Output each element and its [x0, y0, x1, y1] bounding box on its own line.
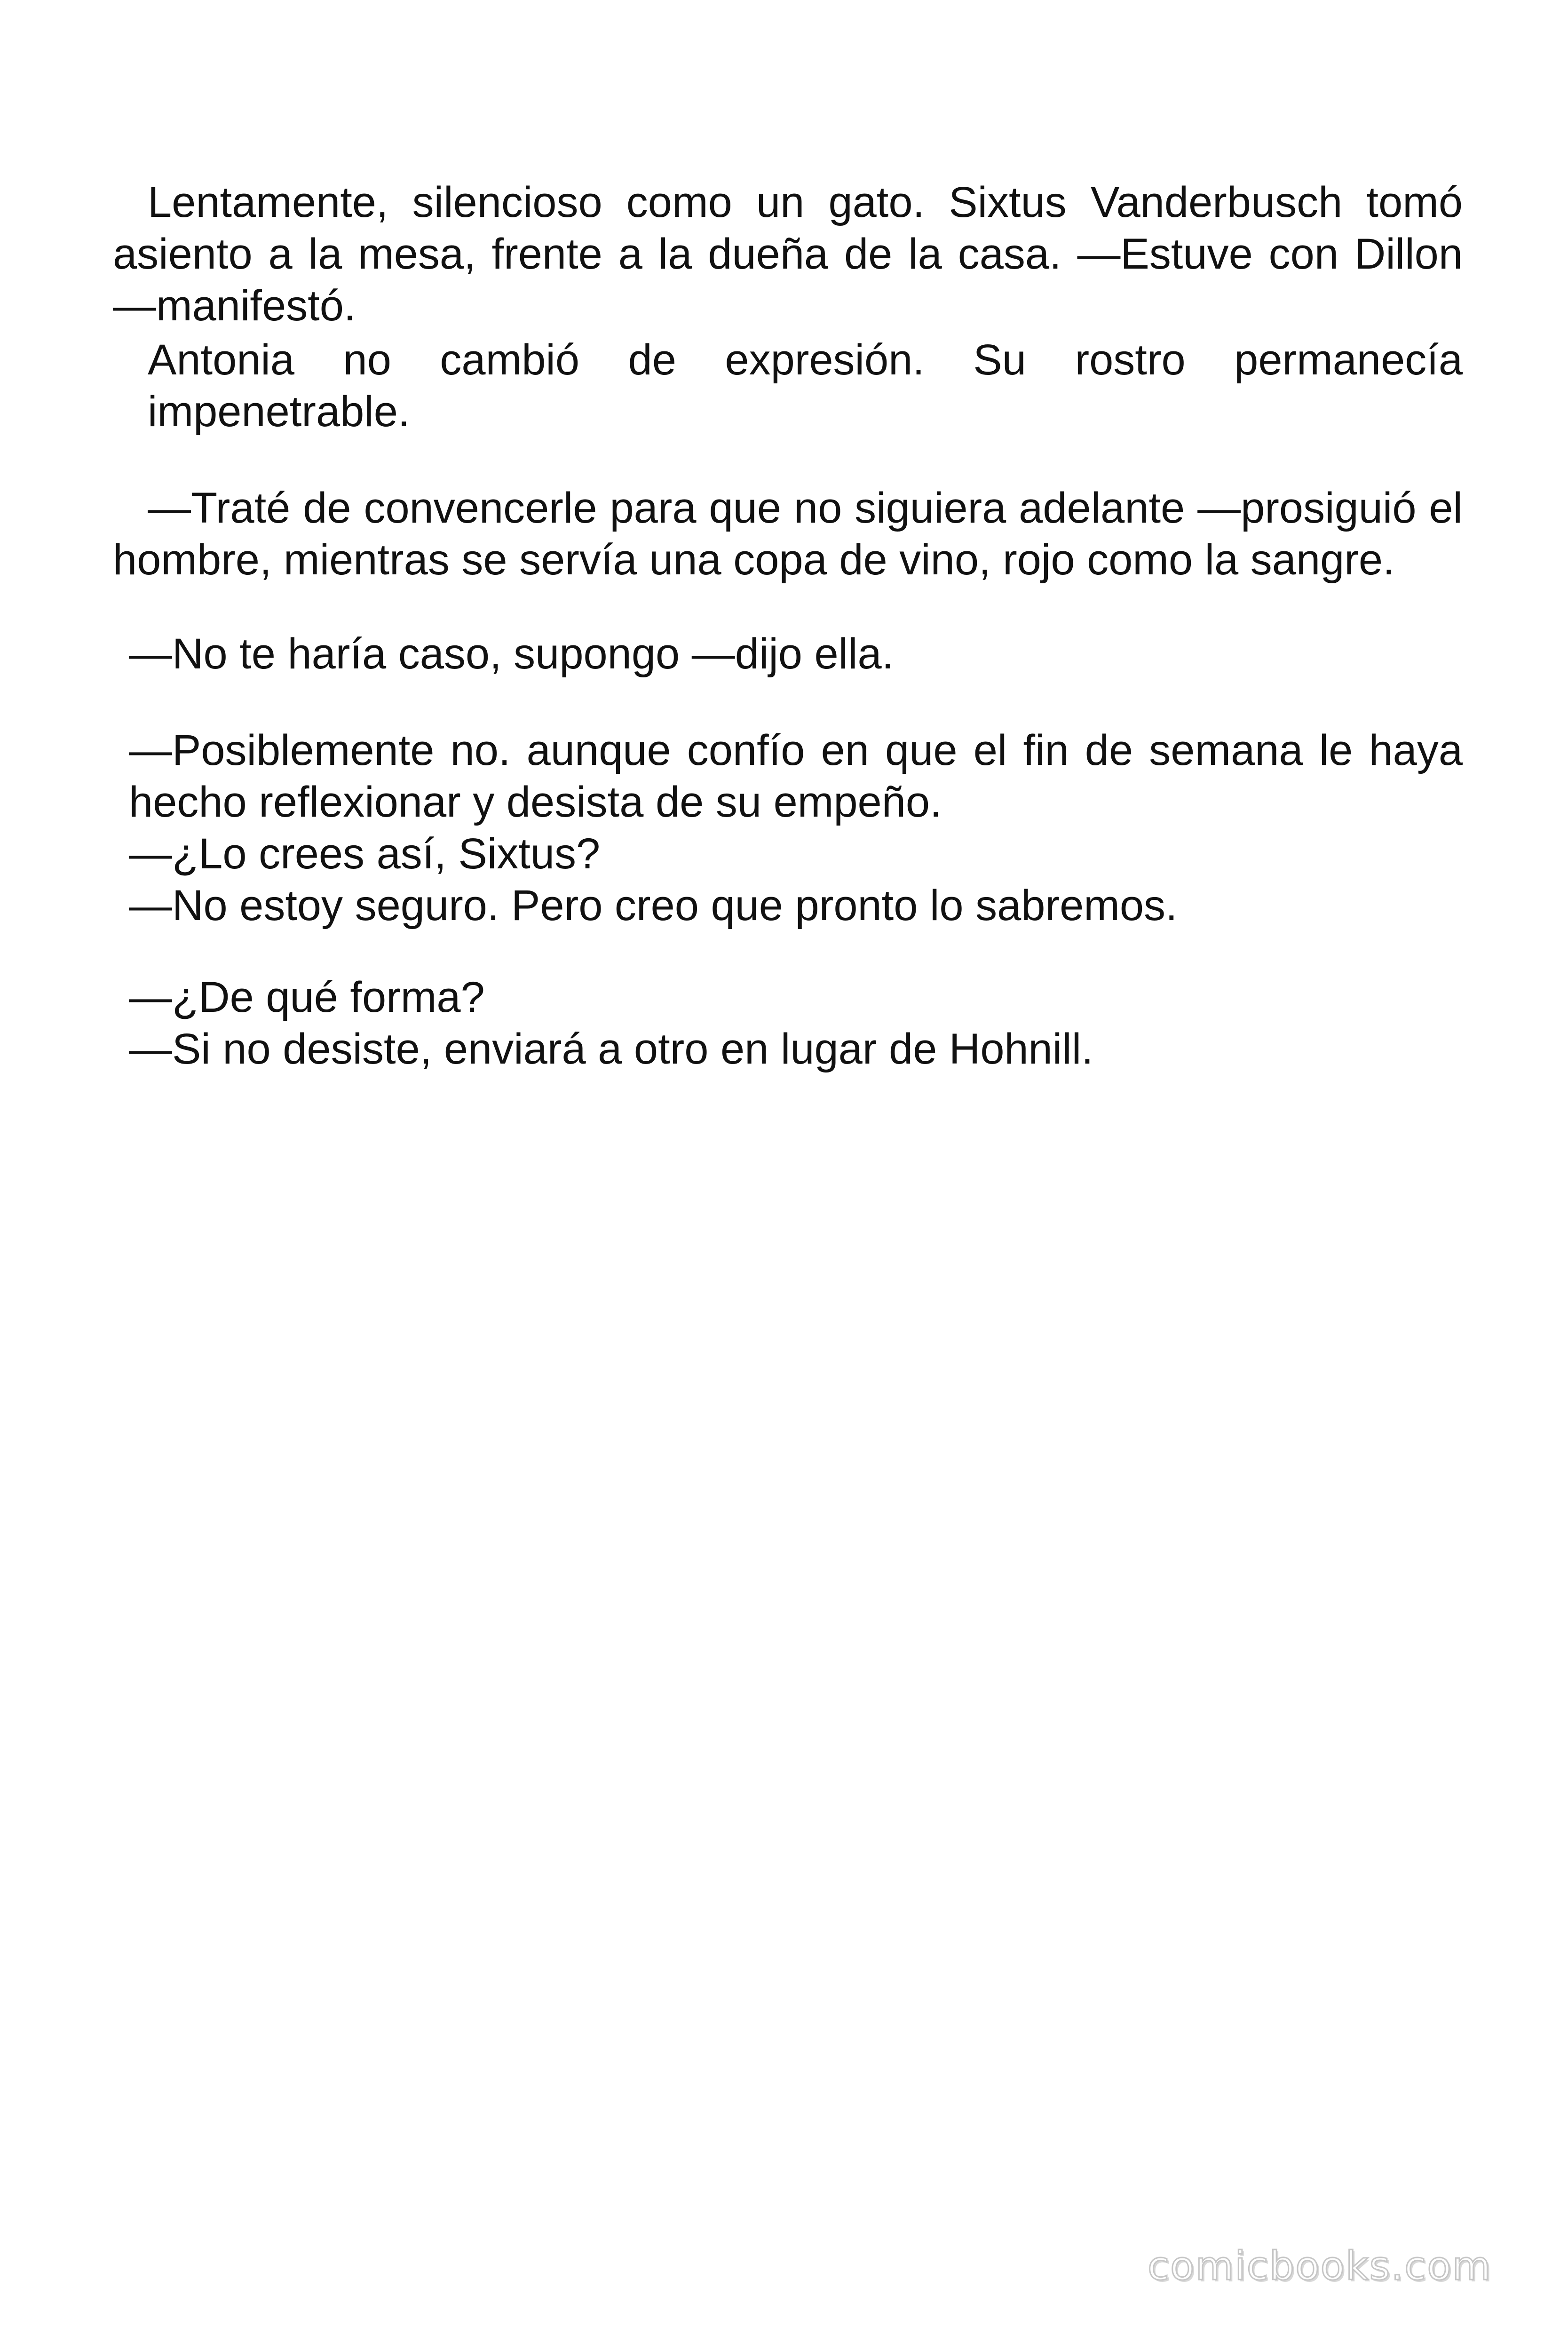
paragraph-9: —Si no desiste, enviará a otro en lugar de Hohnill.: [129, 1025, 1093, 1073]
paragraph-6: —¿Lo crees así, Sixtus?: [129, 830, 601, 878]
paragraph-1: Lentamente, silencioso como un gato. Sixtus Vanderbusch tomó asiento a la mesa, frente a la dueña de la casa. —Estuve con Dillon —manifestó.: [113, 178, 1463, 330]
paragraph-4: —No te haría caso, supongo —dijo ella.: [129, 630, 894, 678]
paragraph-5: —Posiblemente no. aunque confío en que el fin de semana le haya hecho reflexionar y desista de su empeño.: [129, 726, 1463, 826]
paragraph-3: —Traté de convencerle para que no siguiera adelante —prosiguió el hombre, mientras se servía una copa de vino, rojo como la sangre.: [113, 484, 1463, 584]
paragraph-8: —¿De qué forma?: [129, 973, 485, 1021]
paragraph-2: Antonia no cambió de expresión. Su rostro permanecía impenetrable.: [148, 336, 1463, 436]
paragraph-7: —No estoy seguro. Pero creo que pronto lo sabremos.: [129, 882, 1178, 930]
watermark-logo: comicbooks.com: [1148, 2243, 1492, 2289]
